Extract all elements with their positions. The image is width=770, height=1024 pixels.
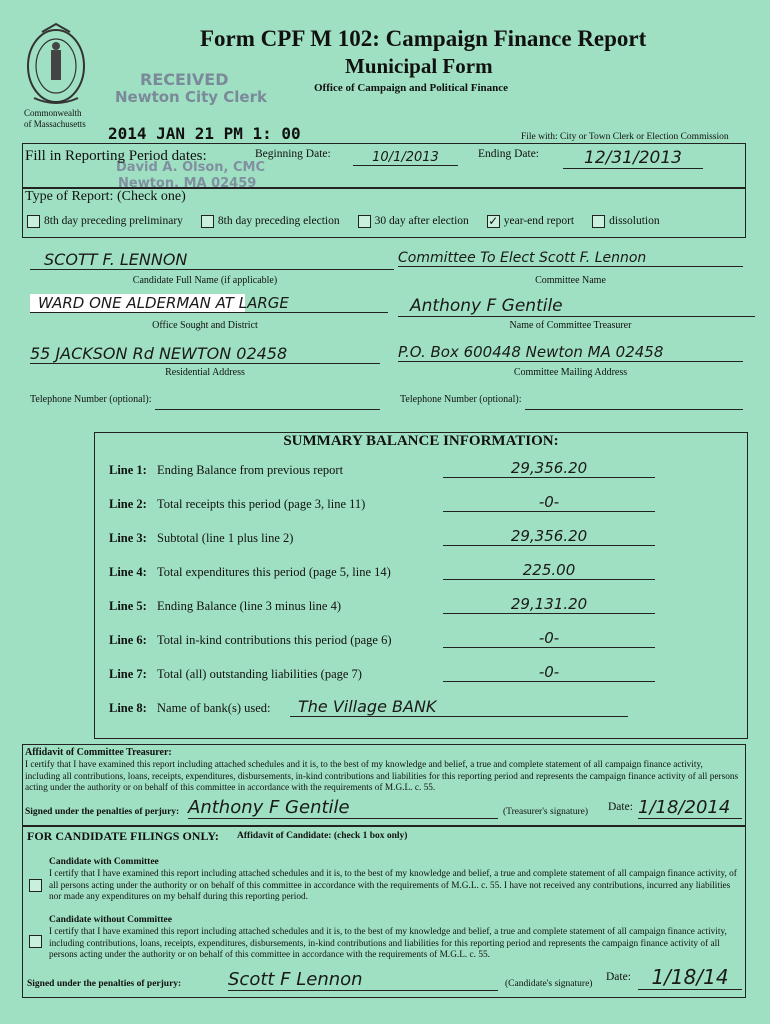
committee-name-field[interactable]: Committee To Elect Scott F. Lennon (398, 250, 743, 267)
summary-line-text: Ending Balance from previous report (157, 463, 344, 477)
without-committee-text: I certify that I have examined this report including attached schedules and it is, to the best of my knowledge and belief, a true and complete statement of all campaign finance activity, including contributions, loans, receipts, expenditures, disbursements, in-kind contributions and liabilities for this reporting period and represents the campaign finance activity of all persons acting under the authority or on behalf of this committee in accordance with the requirements of M.G.L. c. 55. (49, 927, 727, 960)
checkbox-icon[interactable] (592, 215, 605, 228)
report-type-option-label: dissolution (609, 215, 660, 228)
checkbox-icon[interactable] (201, 215, 214, 228)
mailing-address-field[interactable]: P.O. Box 600448 Newton MA 02458 (398, 343, 743, 362)
report-type-option-label: 30 day after election (374, 215, 469, 228)
checkbox-icon[interactable] (27, 215, 40, 228)
treasurer-affidavit-section (22, 744, 746, 826)
summary-line-text: Name of bank(s) used: (157, 701, 271, 715)
summary-line-text: Subtotal (line 1 plus line 2) (157, 531, 294, 545)
committee-phone-field[interactable] (525, 408, 743, 410)
report-type-option[interactable] (201, 215, 340, 227)
summary-line-number: Line 7: (109, 667, 147, 681)
candidate-signature[interactable]: Scott F Lennon (228, 969, 498, 991)
state-name-line1: Commonwealth (24, 108, 82, 118)
summary-line-value[interactable]: 29,356.20 (443, 459, 655, 478)
treasurer-signature[interactable]: Anthony F Gentile (188, 797, 498, 819)
summary-line-value[interactable]: 29,356.20 (443, 527, 655, 546)
with-committee-text: I certify that I have examined this report including attached schedules and it is, to the best of my knowledge and belief, a true and complete statement of all campaign finance activity, of all persons acting under the authority or on behalf of this committee in accordance with the requirements of M.G.L. c. 55. I have not received any contributions, incurred any liabilities nor made any expenditures on my behalf during this reporting period. (49, 869, 737, 902)
form-title: Form CPF M 102: Campaign Finance Report (200, 26, 647, 51)
checked-checkbox-icon[interactable]: ✓ (488, 214, 499, 228)
stamp-clerk-name: David A. Olson, CMC (116, 160, 266, 175)
summary-line-text: Total expenditures this period (page 5, line 14) (157, 565, 391, 579)
end-date-label: Ending Date: (478, 148, 539, 160)
without-committee-title: Candidate without Committee (49, 915, 172, 925)
with-committee-checkbox[interactable] (29, 879, 42, 892)
summary-line-number: Line 8: (109, 701, 147, 715)
affidavit-date-label: Date: (608, 801, 633, 813)
summary-line-value[interactable]: -0- (443, 629, 655, 648)
office-name: Office of Campaign and Political Finance (314, 82, 509, 94)
summary-line-number: Line 6: (109, 633, 147, 647)
state-name-line2: of Massachusetts (24, 119, 86, 129)
form-subtitle: Municipal Form (345, 54, 493, 78)
treasurer-name-caption: Name of Committee Treasurer (509, 320, 632, 331)
summary-line-value[interactable]: The Village BANK (290, 697, 628, 717)
candidate-filings-subtitle: Affidavit of Candidate: (check 1 box only) (237, 831, 408, 841)
summary-title: SUMMARY BALANCE INFORMATION: (283, 433, 559, 449)
phone-field[interactable] (155, 408, 380, 410)
summary-section (94, 432, 748, 739)
summary-line-value[interactable]: 29,131.20 (443, 595, 655, 614)
candidate-date-label: Date: (606, 971, 631, 983)
summary-line-number: Line 1: (109, 463, 147, 477)
candidate-filings-section (22, 826, 746, 998)
candidate-signed-label: Signed under the penalties of perjury: (27, 979, 182, 989)
candidate-date-field[interactable]: 1/18/14 (638, 965, 742, 990)
residential-address-field[interactable]: 55 JACKSON Rd NEWTON 02458 (30, 344, 380, 364)
candidate-filings-title: FOR CANDIDATE FILINGS ONLY: (27, 829, 219, 843)
office-sought-field[interactable]: WARD ONE ALDERMAN AT LARGE (30, 294, 388, 313)
without-committee-checkbox[interactable] (29, 935, 42, 948)
treasurer-signature-caption: (Treasurer's signature) (503, 807, 588, 817)
report-type-option-label: 8th day preceding preliminary (44, 215, 183, 228)
affidavit-title: Affidavit of Committee Treasurer: (25, 747, 172, 758)
report-type-option-label: 8th day preceding election (217, 215, 340, 228)
clerk-stamp: Newton City Clerk (115, 88, 267, 106)
summary-line-number: Line 4: (109, 565, 147, 579)
summary-line-value[interactable]: -0- (443, 663, 655, 682)
report-type-option[interactable] (358, 215, 469, 227)
checkbox-icon[interactable] (358, 215, 371, 228)
massachusetts-seal-icon (24, 22, 88, 108)
period-label: Fill in Reporting Period dates: (25, 148, 207, 164)
stamp-place: Newton, MA 02459 (118, 176, 257, 191)
reporting-period-section (22, 143, 746, 188)
affidavit-signed-label: Signed under the penalties of perjury: (25, 807, 180, 817)
committee-name-caption: Committee Name (535, 275, 606, 286)
summary-line-text: Total (all) outstanding liabilities (page 7) (157, 667, 362, 681)
received-stamp: RECEIVED (140, 70, 229, 89)
treasurer-name-field[interactable]: Anthony F Gentile (398, 296, 755, 317)
affidavit-date-field[interactable]: 1/18/2014 (638, 797, 742, 819)
report-type-option[interactable] (487, 215, 574, 227)
mailing-address-caption: Committee Mailing Address (513, 367, 628, 378)
candidate-signature-caption: (Candidate's signature) (505, 979, 593, 989)
with-committee-title: Candidate with Committee (49, 857, 159, 867)
begin-date-field[interactable]: 10/1/2013 (353, 150, 458, 166)
affidavit-text: I certify that I have examined this report including attached schedules and it is, to the best of my knowledge and belief, a true and complete statement of all campaign finance activity, including all contributions, loans, receipts, expenditures, disbursements, in-kind contributions and liabilities for this reporting period and represents the campaign finance activity of all persons acting under the authority or on behalf of this committee in accordance with the requirements of M.G.L. c. 55. (25, 760, 739, 793)
report-type-options (27, 215, 660, 228)
candidate-name-caption: Candidate Full Name (if applicable) (132, 275, 278, 286)
candidate-name-field[interactable]: SCOTT F. LENNON (30, 250, 394, 270)
begin-date-label: Beginning Date: (255, 148, 331, 160)
summary-line-value[interactable]: 225.00 (443, 561, 655, 580)
summary-line-number: Line 5: (109, 599, 147, 613)
summary-line-text: Total in-kind contributions this period (page 6) (157, 633, 392, 647)
report-type-section (22, 188, 746, 238)
report-type-option[interactable] (592, 215, 659, 227)
summary-line-text: Total receipts this period (page 3, line 11) (157, 497, 366, 511)
summary-line-value[interactable]: -0- (443, 493, 655, 512)
residential-address-caption: Residential Address (165, 367, 245, 378)
end-date-field[interactable]: 12/31/2013 (563, 148, 703, 169)
report-type-label: Type of Report: (Check one) (25, 189, 186, 204)
stamp-date: 2014 JAN 21 PM 1: 00 (108, 124, 301, 143)
office-sought-caption: Office Sought and District (152, 320, 258, 331)
committee-phone-label: Telephone Number (optional): (400, 394, 522, 405)
report-type-option-label: year-end report (503, 215, 575, 228)
summary-line-number: Line 2: (109, 497, 147, 511)
phone-label: Telephone Number (optional): (30, 394, 152, 405)
summary-line-number: Line 3: (109, 531, 147, 545)
report-type-option[interactable] (27, 215, 183, 227)
summary-line-text: Ending Balance (line 3 minus line 4) (157, 599, 341, 613)
file-with-note: File with: City or Town Clerk or Election Commission (521, 132, 729, 142)
